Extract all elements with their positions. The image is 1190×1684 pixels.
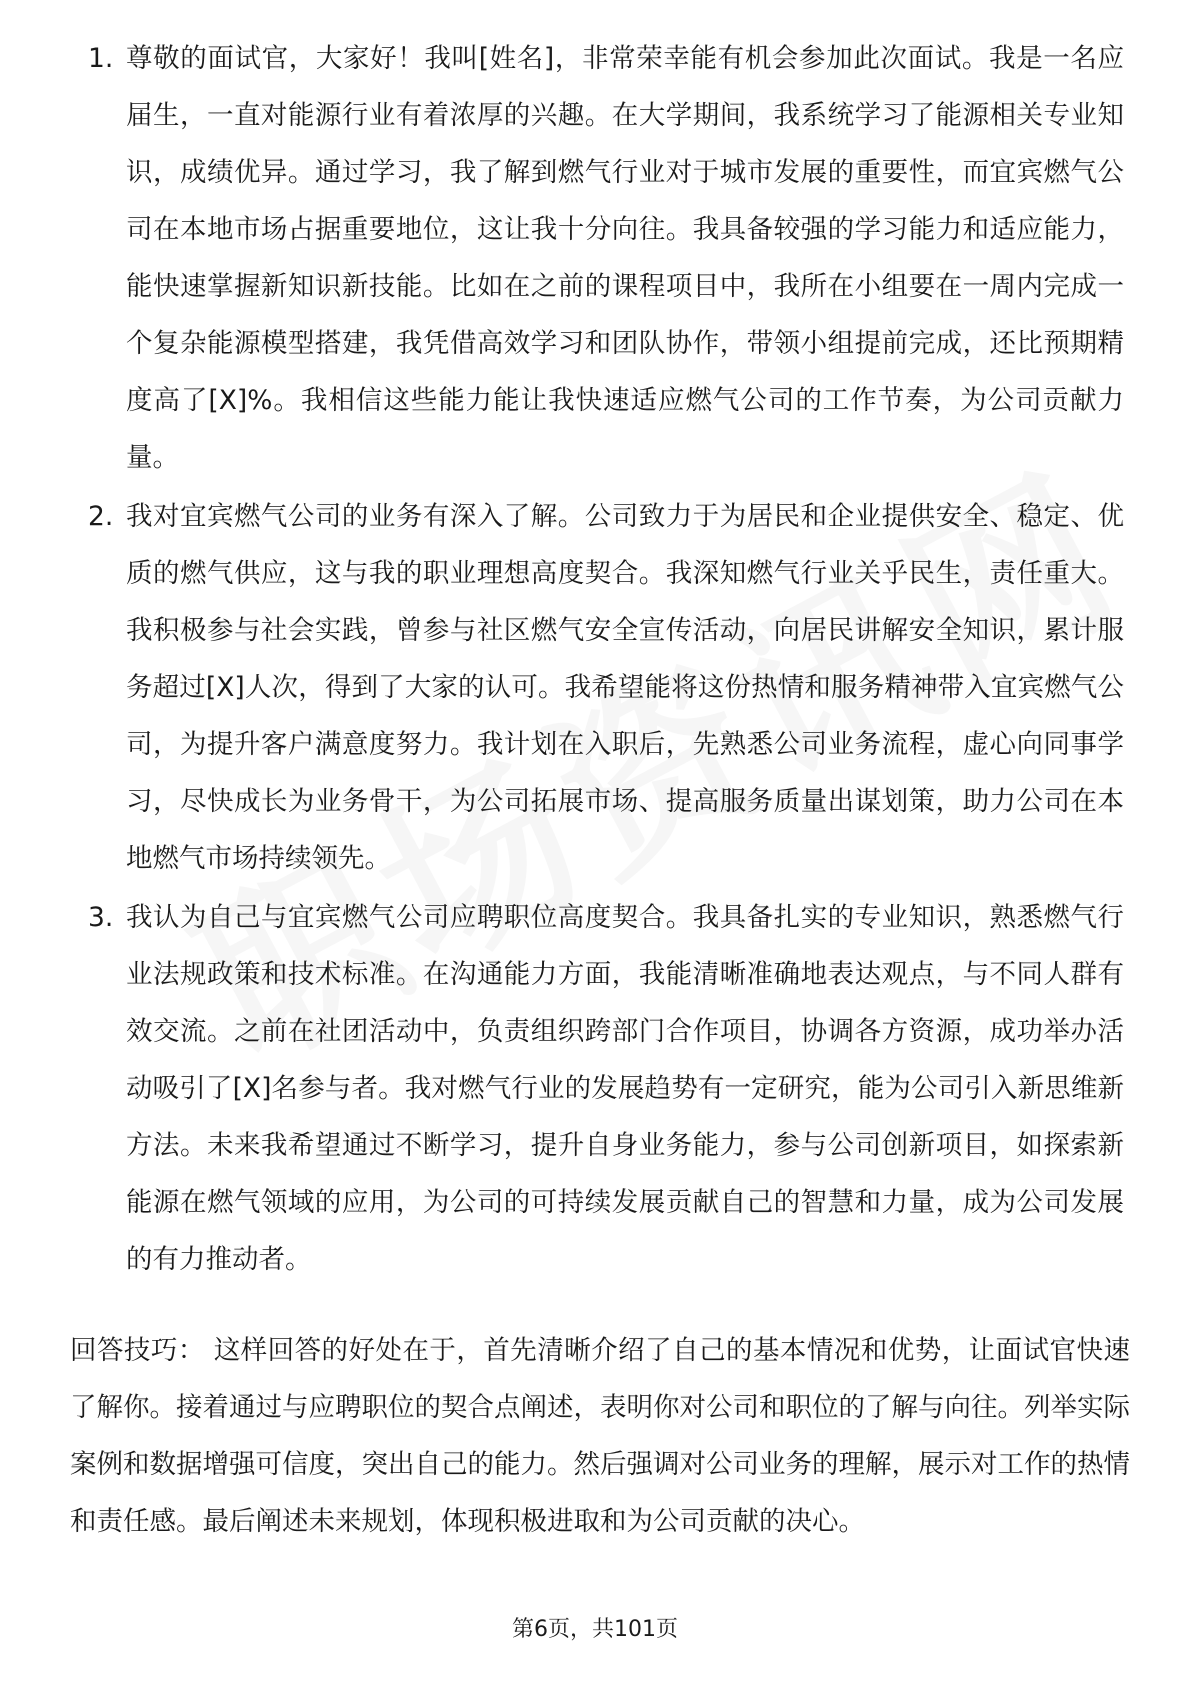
answer-text: 我认为自己与宜宾燃气公司应聘职位高度契合。我具备扎实的专业知识，熟悉燃气行业法规政策和技术标准。在沟通能力方面，我能清晰准确地表达观点，与不同人群有效交流。之前在社团活动中，负责组织跨部门合作项目，协调各方资源，成功举办活动吸引了[X]名参与者。我对燃气行业的发展趋势有一定研究，能为公司引入新思维新方法。未来我希望通过不断学习，提升自身业务能力，参与公司创新项目，如探索新能源在燃气领域的应用，为公司的可持续发展贡献自己的智慧和力量，成为公司发展的有力推动者。 — [126, 902, 1124, 1275]
answer-item-2 — [84, 488, 1124, 887]
answer-number: 3. — [88, 902, 114, 933]
answer-item-1 — [84, 30, 1124, 486]
answer-text: 尊敬的面试官，大家好！我叫[姓名]，非常荣幸能有机会参加此次面试。我是一名应届生，一直对能源行业有着浓厚的兴趣。在大学期间，我系统学习了能源相关专业知识，成绩优异。通过学习，我了解到燃气行业对于城市发展的重要性，而宜宾燃气公司在本地市场占据重要地位，这让我十分向往。我具备较强的学习能力和适应能力，能快速掌握新知识新技能。比如在之前的课程项目中，我所在小组要在一周内完成一个复杂能源模型搭建，我凭借高效学习和团队协作，带领小组提前完成，还比预期精度高了[X]%。我相信这些能力能让我快速适应燃气公司的工作节奏，为公司贡献力量。 — [126, 43, 1124, 473]
answer-number: 2. — [88, 501, 114, 532]
answer-tip-paragraph: 回答技巧： 这样回答的好处在于，首先清晰介绍了自己的基本情况和优势，让面试官快速了解你。接着通过与应聘职位的契合点阐述，表明你对公司和职位的了解与向往。列举实际案例和数据增强可信度，突出自己的能力。然后强调对公司业务的理解，展示对工作的热情和责任感。最后阐述未来规划，体现积极进取和为公司贡献的决心。 — [70, 1335, 1130, 1537]
answer-number: 1. — [88, 43, 114, 74]
answer-list — [84, 30, 1124, 1290]
answer-text: 我对宜宾燃气公司的业务有深入了解。公司致力于为居民和企业提供安全、稳定、优质的燃气供应，这与我的职业理想高度契合。我深知燃气行业关乎民生，责任重大。我积极参与社会实践，曾参与社区燃气安全宣传活动，向居民讲解安全知识，累计服务超过[X]人次，得到了大家的认可。我希望能将这份热情和服务精神带入宜宾燃气公司，为提升客户满意度努力。我计划在入职后，先熟悉公司业务流程，虚心向同事学习，尽快成长为业务骨干，为公司拓展市场、提高服务质量出谋划策，助力公司在本地燃气市场持续领先。 — [126, 501, 1124, 874]
answer-item-3 — [84, 889, 1124, 1288]
page-number: 第6页，共101页 — [512, 1617, 678, 1642]
